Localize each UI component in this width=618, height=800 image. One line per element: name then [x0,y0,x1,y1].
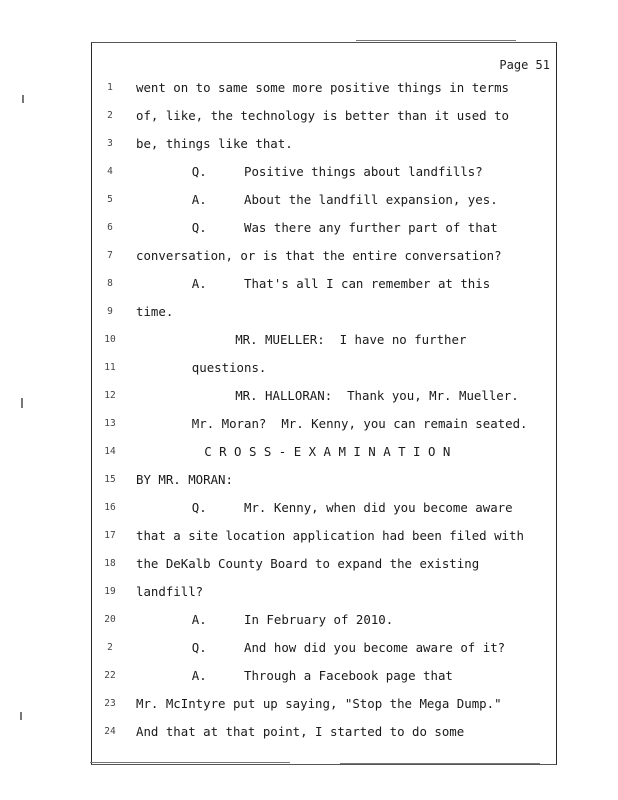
scan-mark [90,762,290,763]
line-number: 5 [107,194,113,205]
transcript-line [91,302,561,322]
line-text: MR. MUELLER: I have no further [235,332,467,347]
line-number: 2 [107,110,113,121]
scan-mark [20,712,22,720]
line-number: 16 [104,502,116,513]
transcript-line [91,190,561,210]
transcript-line [91,666,561,686]
line-text: Mr. Moran? Mr. Kenny, you can remain seated. [191,416,528,431]
line-text: A. That's all I can remember at this [191,276,491,291]
line-number: 3 [107,138,113,149]
line-text: be, things like that. [136,136,293,151]
line-number: 13 [104,418,116,429]
transcript-line [91,582,561,602]
line-text: questions. [191,360,267,375]
line-number: 23 [104,698,116,709]
transcript-line [91,78,561,98]
line-number: 15 [104,474,116,485]
line-text: A. Through a Facebook page that [191,668,453,683]
line-text: the DeKalb County Board to expand the existing [136,556,480,571]
line-text: went on to same some more positive things in terms [136,80,509,95]
transcript-line [91,106,561,126]
line-number: 11 [104,362,116,373]
line-text: that a site location application had been filed with [136,528,524,543]
transcript-line [91,386,561,406]
scan-mark [340,763,540,764]
scan-mark [356,40,516,41]
transcript-line [91,414,561,434]
line-number: 19 [104,586,116,597]
line-number: 7 [107,250,113,261]
line-number: 2 [107,642,113,653]
line-text: of, like, the technology is better than it used to [136,108,509,123]
transcript-line [91,274,561,294]
line-number: 6 [107,222,113,233]
line-number: 12 [104,390,116,401]
transcript-line [91,610,561,630]
transcript-line [91,330,561,350]
transcript-line [91,470,561,490]
line-number: 17 [104,530,116,541]
transcript-line [91,358,561,378]
transcript-line [91,554,561,574]
line-text: Q. Was there any further part of that [191,220,498,235]
line-text: Q. Positive things about landfills? [191,164,483,179]
transcript-line [91,134,561,154]
page-number: Page 51 [499,58,550,72]
transcript-line [91,162,561,182]
line-number: 4 [107,166,113,177]
line-number: 22 [104,670,116,681]
line-number: 24 [104,726,116,737]
line-number: 14 [104,446,116,457]
transcript-line [91,246,561,266]
line-number: 8 [107,278,113,289]
transcript-line [91,526,561,546]
scan-mark [21,398,23,408]
line-text: And that at that point, I started to do some [136,724,465,739]
line-number: 10 [104,334,116,345]
line-text: Mr. McIntyre put up saying, "Stop the Mega Dump." [136,696,502,711]
line-text: BY MR. MORAN: [136,472,233,487]
line-number: 20 [104,614,116,625]
line-text: MR. HALLORAN: Thank you, Mr. Mueller. [235,388,519,403]
line-number: 9 [107,306,113,317]
transcript-line [91,218,561,238]
transcript-line [91,498,561,518]
transcript-line [91,722,561,742]
line-number: 1 [107,82,113,93]
transcript-line [91,638,561,658]
transcript-line [91,694,561,714]
transcript-line [91,442,561,462]
line-text: Q. Mr. Kenny, when did you become aware [191,500,513,515]
line-text: Q. And how did you become aware of it? [191,640,506,655]
line-number: 18 [104,558,116,569]
line-text: A. In February of 2010. [191,612,394,627]
line-text: C R O S S - E X A M I N A T I O N [204,444,451,459]
line-text: A. About the landfill expansion, yes. [191,192,498,207]
scan-mark [22,95,24,103]
line-text: time. [136,304,174,319]
line-text: landfill? [136,584,204,599]
line-text: conversation, or is that the entire conversation? [136,248,502,263]
